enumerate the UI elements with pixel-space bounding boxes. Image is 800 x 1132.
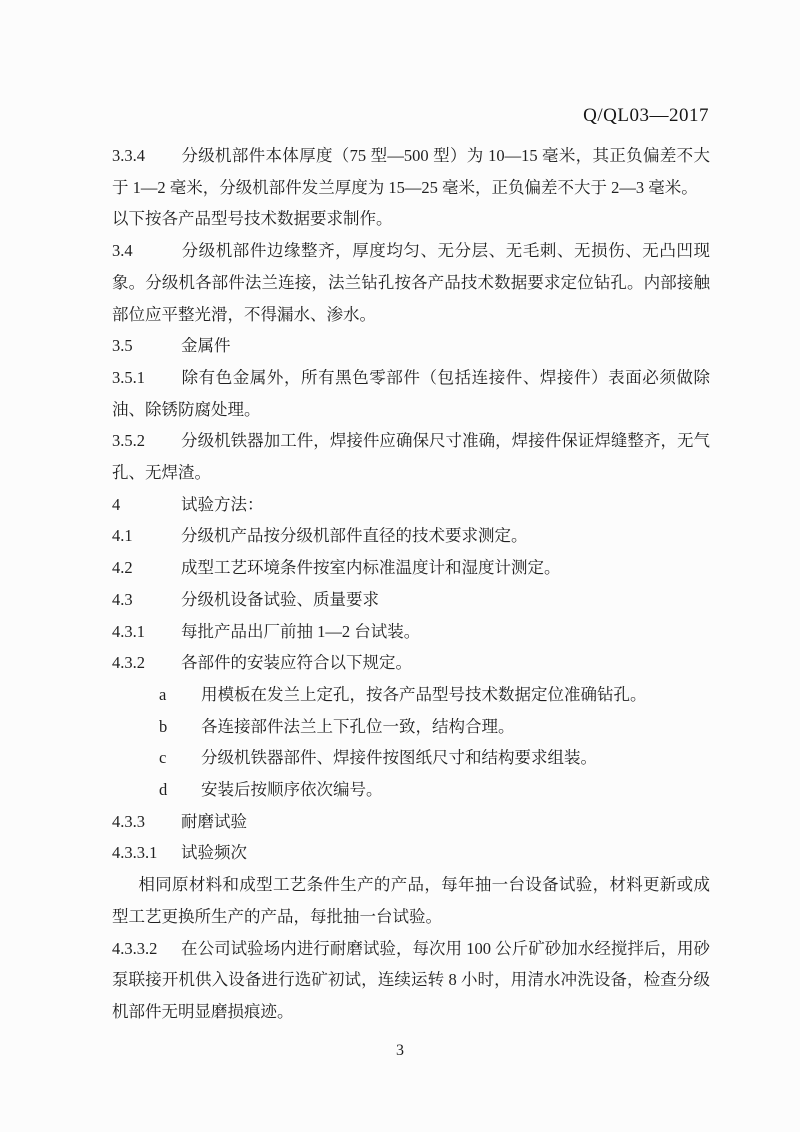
paragraph-text: 除有色金属外，所有黑色零部件（包括连接件、焊接件）表面必须做除油、除锈防腐处理。 [112, 367, 710, 419]
paragraph [112, 425, 710, 488]
paragraph-text: 各部件的安装应符合以下规定。 [181, 653, 412, 673]
paragraph [112, 647, 710, 679]
document-body [112, 140, 710, 1028]
section-number: 3.5 [112, 336, 133, 356]
paragraph [112, 679, 710, 711]
section-number: 4.3.2 [112, 653, 145, 673]
paragraph-text: 每批产品出厂前抽 1—2 台试装。 [181, 621, 421, 641]
standard-code-header: Q/QL03—2017 [583, 105, 709, 126]
paragraph-text: 试验频次 [181, 843, 247, 863]
paragraph [112, 330, 710, 362]
paragraph [112, 806, 710, 838]
section-number: 4.3.3.1 [112, 843, 158, 863]
section-number: 3.3.4 [112, 146, 145, 165]
paragraph [112, 774, 710, 806]
paragraph-text: 分级机部件本体厚度（75 型—500 型）为 10—15 毫米，其正负偏差不大于 1—2 毫米，分级机部件发兰厚度为 15—25 毫米，正负偏差不大于 2—3 毫米。 [112, 146, 710, 197]
paragraph-text: 分级机铁器部件、焊接件按图纸尺寸和结构要求组装。 [201, 748, 597, 768]
section-number: 3.5.2 [112, 431, 145, 451]
paragraph-text: 成型工艺环境条件按室内标准温度计和湿度计测定。 [181, 558, 561, 578]
paragraph-text: 用模板在发兰上定孔，按各产品型号技术数据定位准确钻孔。 [201, 684, 647, 704]
paragraph [112, 616, 710, 648]
section-number: 3.4 [112, 241, 133, 261]
paragraph [112, 552, 710, 584]
list-item-letter: a [159, 684, 167, 704]
paragraph [112, 869, 710, 932]
paragraph-text: 耐磨试验 [181, 811, 247, 831]
paragraph [112, 933, 710, 1028]
section-number: 4.3.3.2 [112, 938, 158, 958]
paragraph-text: 在公司试验场内进行耐磨试验，每次用 100 公斤矿砂加水经搅拌后，用砂泵联接开机供入设备进行选矿初试，连续运转 8 小时，用清水冲洗设备，检查分级机部件无明显磨损痕迹。 [112, 938, 710, 1021]
paragraph-text: 分级机设备试验、质量要求 [181, 589, 379, 609]
paragraph [112, 203, 710, 235]
section-number: 3.5.1 [112, 367, 145, 387]
list-item-letter: c [159, 748, 167, 768]
paragraph-text: 分级机部件边缘整齐，厚度均匀、无分层、无毛刺、无损伤、无凸凹现象。分级机各部件法兰连接，法兰钻孔按各产品技术数据要求定位钻孔。内部接触部位应平整光滑，不得漏水、渗水。 [112, 241, 710, 324]
section-number: 4.2 [112, 558, 133, 578]
page-number: 3 [396, 1042, 404, 1059]
section-number: 4 [112, 494, 121, 514]
paragraph [112, 235, 710, 330]
list-item-letter: b [159, 716, 168, 736]
section-number: 4.3.1 [112, 621, 145, 641]
paragraph-text: 相同原材料和成型工艺条件生产的产品，每年抽一台设备试验，材料更新或成型工艺更换所生产的产品，每批抽一台试验。 [112, 875, 710, 926]
paragraph [112, 489, 710, 521]
paragraph [112, 711, 710, 743]
paragraph [112, 837, 710, 869]
paragraph-text: 试验方法： [181, 494, 264, 514]
paragraph-text: 安装后按顺序依次编号。 [201, 780, 383, 800]
paragraph-text: 以下按各产品型号技术数据要求制作。 [112, 209, 393, 229]
section-number: 4.3 [112, 589, 133, 609]
list-item-letter: d [159, 780, 168, 800]
paragraph-text: 分级机产品按分级机部件直径的技术要求测定。 [181, 526, 528, 546]
paragraph-text: 各连接部件法兰上下孔位一致，结构合理。 [201, 716, 515, 736]
paragraph [112, 742, 710, 774]
paragraph [112, 520, 710, 552]
paragraph [112, 584, 710, 616]
paragraph [112, 140, 710, 203]
paragraph [112, 362, 710, 425]
paragraph-text: 分级机铁器加工件，焊接件应确保尺寸准确，焊接件保证焊缝整齐，无气孔、无焊渣。 [112, 431, 710, 483]
paragraph-text: 金属件 [181, 336, 231, 356]
section-number: 4.1 [112, 526, 133, 546]
section-number: 4.3.3 [112, 811, 145, 831]
